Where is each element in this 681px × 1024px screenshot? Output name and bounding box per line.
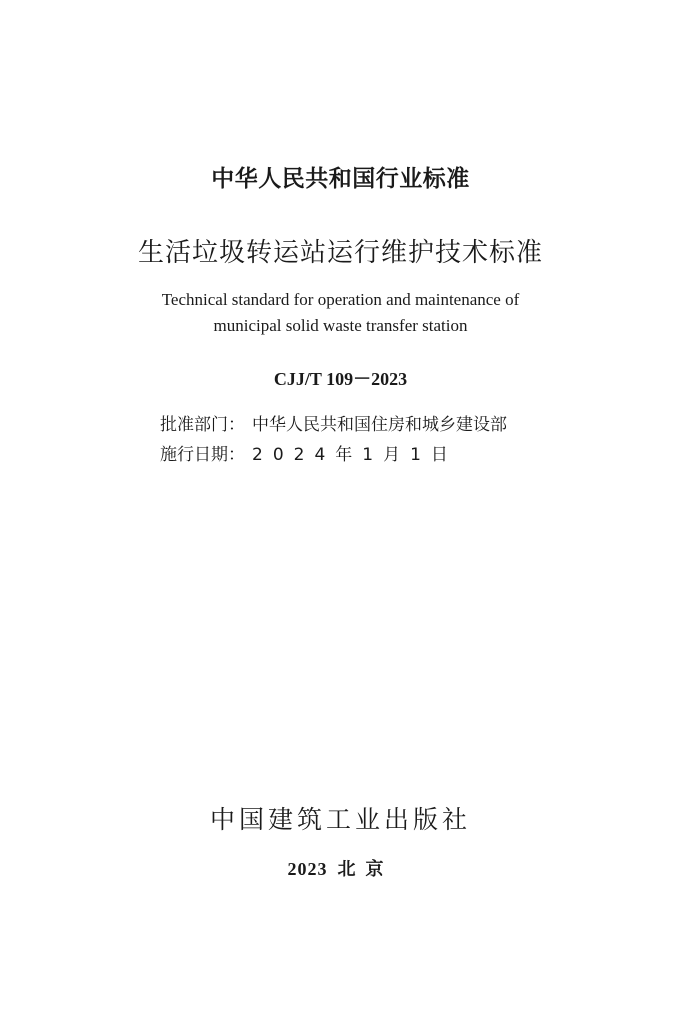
publisher-name: 中国建筑工业出版社 — [209, 805, 471, 834]
approval-department-label: 批准部门： — [160, 415, 245, 435]
effective-date-value: 2024年1月1日 — [252, 445, 458, 465]
effective-date-row — [160, 440, 507, 470]
publication-city: 北京 — [337, 859, 394, 880]
standard-category: 中华人民共和国行业标准 — [211, 166, 470, 192]
document-title-chinese: 生活垃圾转运站运行维护技术标准 — [137, 238, 543, 268]
approval-department-row — [160, 410, 507, 440]
publication-year-place — [0, 855, 681, 881]
publication-year: 2023 — [287, 859, 328, 879]
approval-info-block — [160, 410, 507, 470]
document-title-english-line-2: municipal solid waste transfer station — [213, 316, 468, 335]
effective-date-label: 施行日期： — [160, 445, 245, 465]
standard-code: CJJ/T 109－2023 — [273, 369, 408, 389]
document-title-english-line-1: Technical standard for operation and maintenance of — [161, 290, 520, 309]
approval-department-value: 中华人民共和国住房和城乡建设部 — [252, 415, 507, 435]
